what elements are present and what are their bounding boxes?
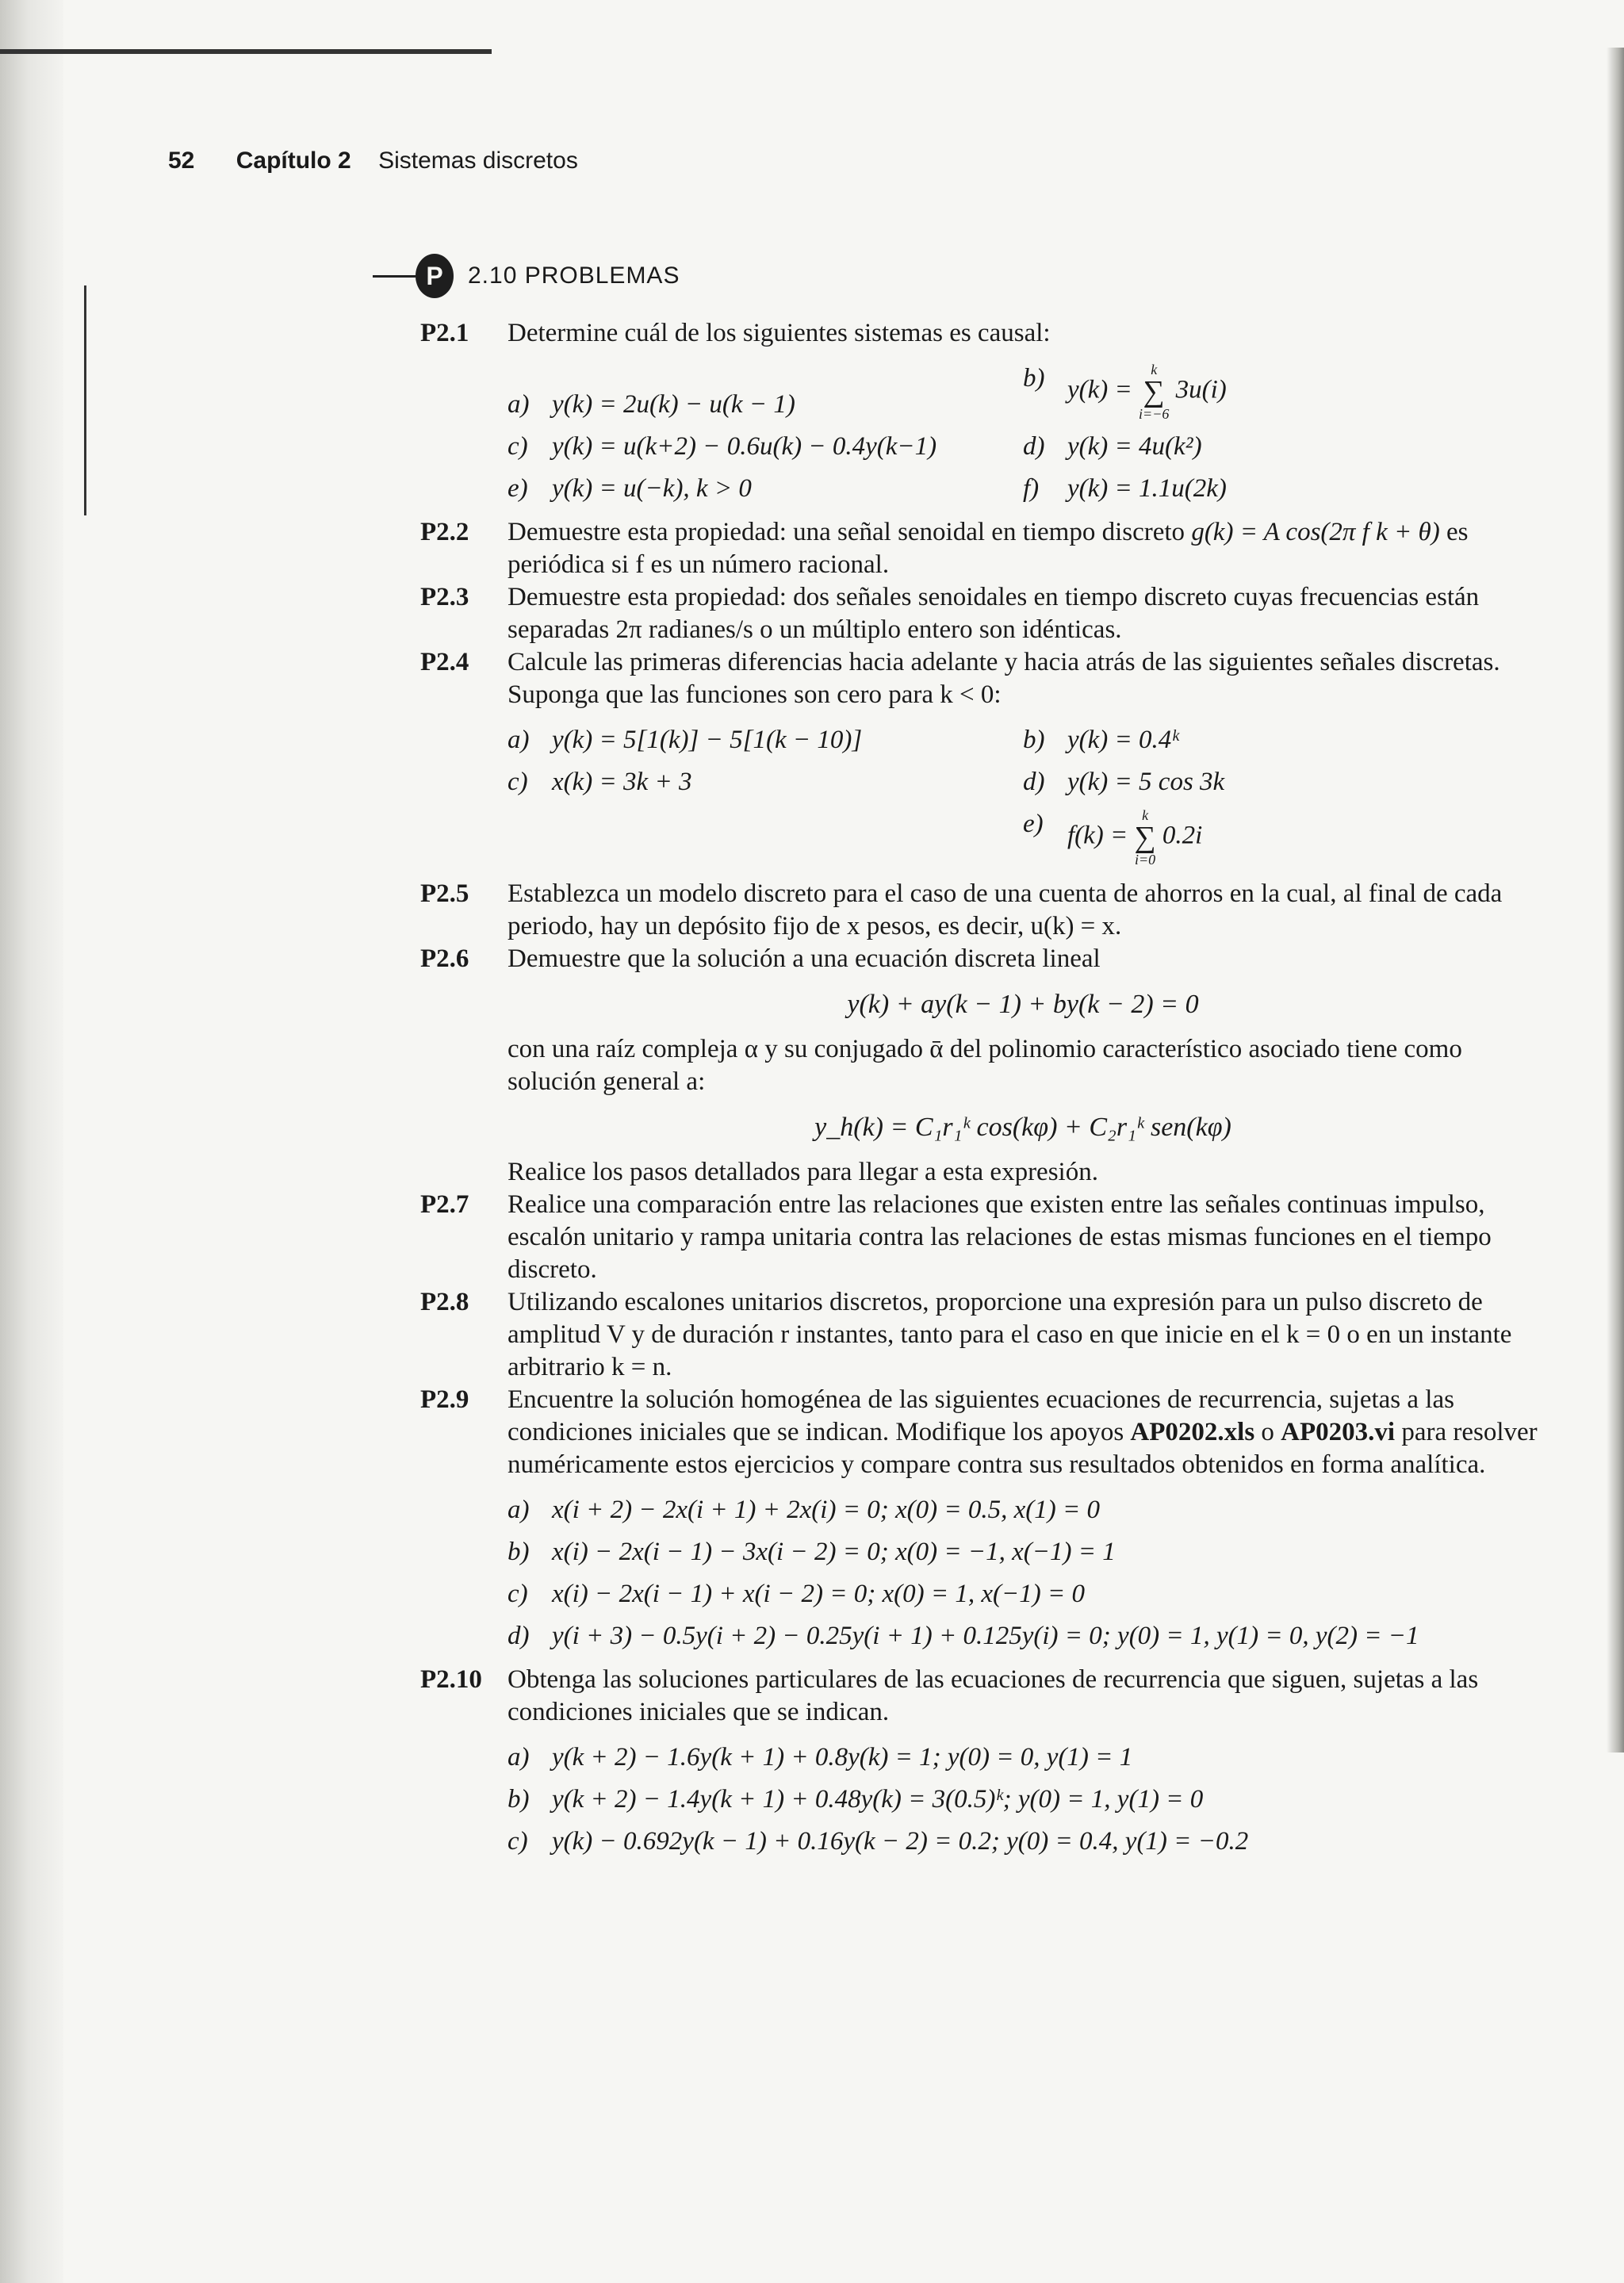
problem-label: P2.9 (420, 1385, 469, 1414)
problem-items (508, 1741, 1538, 1858)
problem-items (508, 362, 1538, 505)
margin-bar (84, 285, 86, 515)
problem-text: Utilizando escalones unitarios discretos, proporcione una expresión para un pulso discreto de amplitud V y de duración r instantes, tanto para el caso en que inicie en el k = 0 o en un instante arbitrario k = n. (508, 1288, 1512, 1381)
top-rule (0, 49, 492, 54)
item-c: c) y(k) − 0.692y(k − 1) + 0.16y(k − 2) = 0.2; y(0) = 0.4, y(1) = −0.2 (508, 1827, 1249, 1856)
problem-2-10 (420, 1664, 1538, 1869)
problem-text: Obtenga las soluciones particulares de las ecuaciones de recurrencia que siguen, sujetas a las condiciones iniciales que se indican. (508, 1665, 1479, 1726)
item-e: e) f(k) = k ∑ i=0 0.2i (1023, 807, 1203, 868)
problem-label: P2.4 (420, 648, 469, 676)
problem-2-5 (420, 878, 1538, 943)
problem-text: Demuestre esta propiedad: dos señales senoidales en tiempo discreto cuyas frecuencias están separadas 2π radianes/s o un múltiplo entero son idénticas. (508, 583, 1480, 644)
section-heading (373, 252, 680, 300)
item-d: d) y(i + 3) − 0.5y(i + 2) − 0.25y(i + 1) + 0.125y(i) = 0; y(0) = 1, y(1) = 0, y(2) = −1 (508, 1622, 1419, 1650)
item-b: b) y(k) = k ∑ i=−6 3u(i) (1023, 362, 1227, 422)
problem-text: Determine cuál de los siguientes sistemas es causal: (508, 319, 1051, 347)
file-reference: AP0202.xls (1130, 1418, 1255, 1446)
section-rule (373, 275, 416, 278)
problems-body (420, 317, 1538, 1869)
file-reference: AP0203.vi (1281, 1418, 1396, 1446)
problem-2-2 (420, 516, 1538, 581)
equation: y_h(k) = C₁r₁ᵏ cos(kφ) + C₂r₁ᵏ sen(kφ) (814, 1113, 1231, 1142)
problem-2-1 (420, 317, 1538, 516)
item-b: b) y(k + 2) − 1.4y(k + 1) + 0.48y(k) = 3(0.5)ᵏ; y(0) = 1, y(1) = 0 (508, 1785, 1204, 1814)
running-header (168, 147, 578, 174)
page-edge-shadow (1607, 48, 1624, 1752)
problem-label: P2.6 (420, 944, 469, 973)
problem-label: P2.10 (420, 1665, 482, 1694)
item-b: b) x(i) − 2x(i − 1) − 3x(i − 2) = 0; x(0) = −1, x(−1) = 1 (508, 1538, 1116, 1566)
summation-icon: k ∑ i=0 (1134, 807, 1156, 868)
equation: y(k) + ay(k − 1) + by(k − 2) = 0 (847, 990, 1199, 1019)
problem-2-3 (420, 581, 1538, 646)
problem-label: P2.3 (420, 583, 469, 611)
problem-text: Realice una comparación entre las relaciones que existen entre las señales continuas impulso, escalón unitario y rampa unitaria contra las relaciones de estas mismas funciones en el tiempo discreto. (508, 1190, 1492, 1284)
item-b: b) y(k) = 0.4ᵏ (1023, 726, 1179, 754)
section-title: 2.10 PROBLEMAS (468, 262, 680, 289)
item-a: a) y(k) = 2u(k) − u(k − 1) (508, 390, 795, 419)
problem-text: Demuestre esta propiedad: una señal senoidal en tiempo discreto g(k) = A cos(2π f k + θ) es periódica si f es un número racional. (508, 518, 1469, 579)
chapter-title: Sistemas discretos (378, 147, 578, 174)
item-d: d) y(k) = 5 cos 3k (1023, 768, 1225, 796)
problem-text: Encuentre la solución homogénea de las siguientes ecuaciones de recurrencia, sujetas a las condiciones iniciales que se indican. Modifique los apoyos AP0202.xls o AP0203.vi para resolver numéricamente estos ejercicios y compare contra sus resultados obtenidos en forma analítica. (508, 1385, 1538, 1479)
problem-items (508, 1494, 1538, 1653)
problem-items (508, 724, 1538, 867)
item-c: c) x(k) = 3k + 3 (508, 768, 692, 796)
problem-text: Realice los pasos detallados para llegar a esta expresión. (508, 1158, 1098, 1186)
problem-label: P2.2 (420, 518, 469, 546)
problem-label: P2.7 (420, 1190, 469, 1219)
problem-label: P2.1 (420, 319, 469, 347)
problem-2-4 (420, 646, 1538, 878)
item-a: a) y(k) = 5[1(k)] − 5[1(k − 10)] (508, 726, 863, 754)
problem-text: Calcule las primeras diferencias hacia adelante y hacia atrás de las siguientes señales discretas. Suponga que las funciones son cero para k < 0: (508, 648, 1500, 709)
problem-text: Establezca un modelo discreto para el caso de una cuenta de ahorros en la cual, al final de cada periodo, hay un depósito fijo de x pesos, es decir, u(k) = x. (508, 879, 1503, 940)
problems-logo-icon: P (416, 254, 454, 298)
item-a: a) x(i + 2) − 2x(i + 1) + 2x(i) = 0; x(0) = 0.5, x(1) = 0 (508, 1496, 1101, 1524)
problem-2-6 (420, 943, 1538, 1189)
chapter-label: Capítulo 2 (236, 147, 351, 174)
item-c: c) y(k) = u(k+2) − 0.6u(k) − 0.4y(k−1) (508, 432, 937, 461)
item-f: f) y(k) = 1.1u(2k) (1023, 474, 1227, 503)
problem-text: Demuestre que la solución a una ecuación discreta lineal (508, 944, 1101, 973)
problem-text: con una raíz compleja α y su conjugado ᾱ del polinomio característico asociado tiene como solución general a: (508, 1035, 1462, 1096)
item-c: c) x(i) − 2x(i − 1) + x(i − 2) = 0; x(0) = 1, x(−1) = 0 (508, 1580, 1086, 1608)
page-binding-shadow (0, 0, 63, 2283)
summation-icon: k ∑ i=−6 (1139, 362, 1170, 422)
problem-2-8 (420, 1286, 1538, 1384)
item-e: e) y(k) = u(−k), k > 0 (508, 474, 752, 503)
problem-label: P2.8 (420, 1288, 469, 1316)
problem-label: P2.5 (420, 879, 469, 908)
page-number: 52 (168, 147, 195, 174)
problem-2-7 (420, 1189, 1538, 1286)
item-a: a) y(k + 2) − 1.6y(k + 1) + 0.8y(k) = 1; y(0) = 0, y(1) = 1 (508, 1743, 1133, 1772)
problem-2-9 (420, 1384, 1538, 1664)
item-d: d) y(k) = 4u(k²) (1023, 432, 1202, 461)
